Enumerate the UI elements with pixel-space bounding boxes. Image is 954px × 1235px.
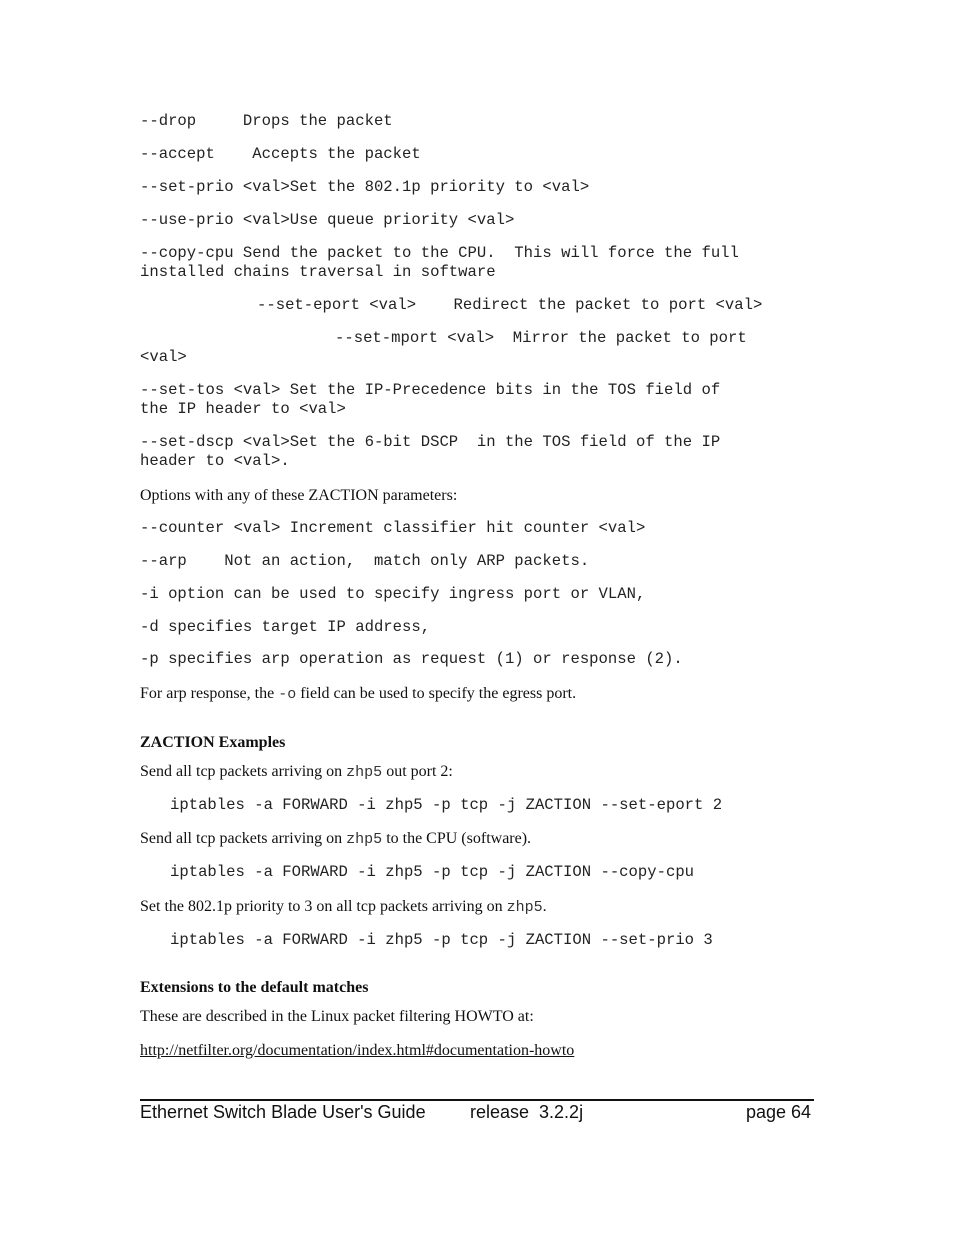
- footer-title: Ethernet Switch Blade User's Guide: [140, 1102, 426, 1122]
- option-set-mport: --set-mport <val> Mirror the packet to port: [335, 329, 747, 347]
- options-intro: Options with any of these ZACTION parameters:: [140, 487, 458, 504]
- arp-response-note: [140, 684, 576, 704]
- inline-code: -o: [278, 686, 297, 703]
- option-accept: --accept Accepts the packet: [140, 145, 421, 163]
- option-set-tos-cont: the IP header to <val>: [140, 400, 346, 418]
- option-d: -d specifies target IP address,: [140, 618, 431, 636]
- inline-code: zhp5: [346, 764, 383, 781]
- option-use-prio: --use-prio <val>Use queue priority <val>: [140, 211, 515, 229]
- arp-response-text: For arp response, the: [140, 685, 279, 702]
- example-3-text-end: .: [542, 898, 547, 915]
- netfilter-howto-link[interactable]: http://netfilter.org/documentation/index.html#documentation-howto: [140, 1042, 575, 1059]
- example-2-description: [140, 829, 531, 849]
- example-3-description: [140, 897, 547, 917]
- option-set-mport-cont: <val>: [140, 348, 187, 366]
- option-set-eport: --set-eport <val> Redirect the packet to port <val>: [257, 296, 763, 314]
- example-2-text: Send all tcp packets arriving on: [140, 830, 347, 847]
- example-1-command: iptables -a FORWARD -i zhp5 -p tcp -j ZACTION --set-eport 2: [170, 796, 723, 814]
- section-heading-zaction-examples: ZACTION Examples: [140, 734, 286, 751]
- option-counter: --counter <val> Increment classifier hit counter <val>: [140, 519, 646, 537]
- arp-response-text-end: field can be used to specify the egress port.: [296, 685, 577, 702]
- option-set-dscp-cont: header to <val>.: [140, 452, 290, 470]
- example-1-text-end: out port 2:: [382, 763, 453, 780]
- option-set-prio: --set-prio <val>Set the 802.1p priority to <val>: [140, 178, 590, 196]
- option-drop: --drop Drops the packet: [140, 112, 393, 130]
- option-set-dscp: --set-dscp <val>Set the 6-bit DSCP in the TOS field of the IP: [140, 433, 721, 451]
- option-arp: --arp Not an action, match only ARP packets.: [140, 552, 590, 570]
- option-i: -i option can be used to specify ingress port or VLAN,: [140, 585, 646, 603]
- option-copy-cpu-cont: installed chains traversal in software: [140, 263, 496, 281]
- option-p: -p specifies arp operation as request (1) or response (2).: [140, 650, 683, 668]
- example-1-description: [140, 762, 453, 782]
- option-set-tos: --set-tos <val> Set the IP-Precedence bits in the TOS field of: [140, 381, 721, 399]
- option-copy-cpu: --copy-cpu Send the packet to the CPU. This will force the full: [140, 244, 739, 262]
- extensions-description: These are described in the Linux packet filtering HOWTO at:: [140, 1008, 534, 1025]
- example-3-text: Set the 802.1p priority to 3 on all tcp packets arriving on: [140, 898, 507, 915]
- footer-page-number: page 64: [746, 1102, 812, 1122]
- example-2-text-end: to the CPU (software).: [382, 830, 532, 847]
- footer-release: release 3.2.2j: [470, 1102, 584, 1122]
- inline-code: zhp5: [506, 899, 543, 916]
- example-2-command: iptables -a FORWARD -i zhp5 -p tcp -j ZACTION --copy-cpu: [170, 863, 695, 881]
- example-3-command: iptables -a FORWARD -i zhp5 -p tcp -j ZACTION --set-prio 3: [170, 931, 713, 949]
- example-1-text: Send all tcp packets arriving on: [140, 763, 347, 780]
- inline-code: zhp5: [346, 831, 383, 848]
- section-heading-extensions: Extensions to the default matches: [140, 979, 369, 996]
